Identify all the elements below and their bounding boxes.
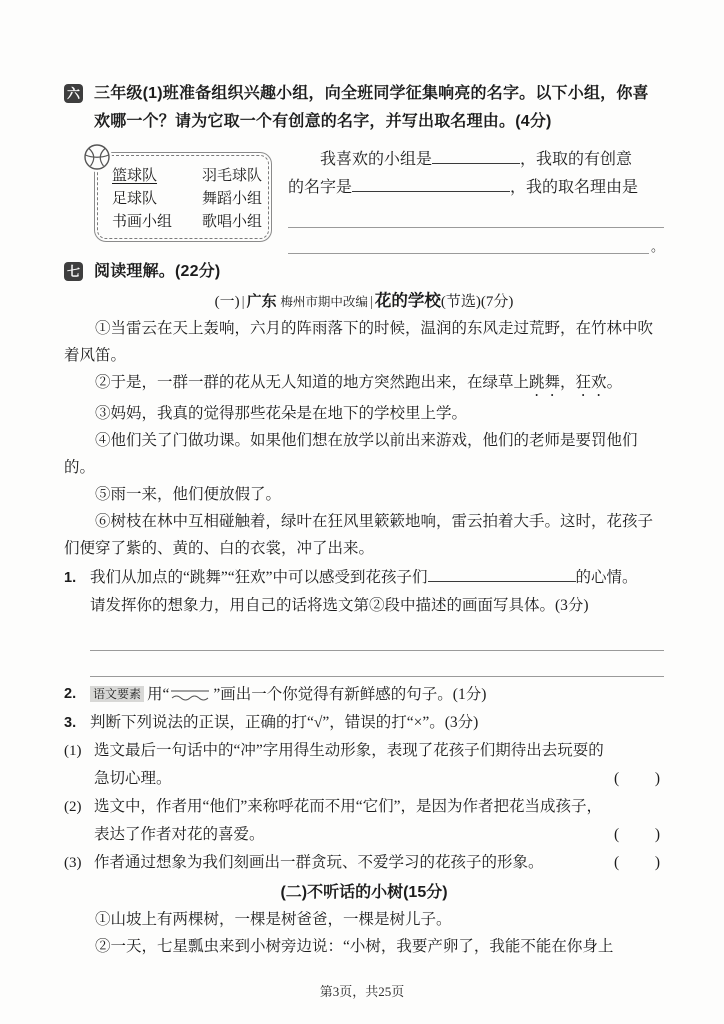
answer-rule bbox=[288, 202, 664, 228]
divider-bar: | bbox=[369, 294, 373, 310]
passage-one-title: 花的学校 bbox=[374, 292, 441, 310]
emphasized-word-revel: 狂欢 bbox=[575, 374, 607, 391]
answer-rule bbox=[90, 625, 664, 651]
fill-in-area bbox=[288, 146, 664, 254]
divider-bar: | bbox=[241, 294, 245, 310]
answer-rule bbox=[288, 228, 649, 254]
question-3 bbox=[64, 709, 664, 737]
question-1-blank bbox=[428, 567, 576, 582]
section-six-content bbox=[94, 146, 664, 254]
section-seven bbox=[64, 258, 664, 286]
question-3-body: 判断下列说法的正误，正确的打“√”，错误的打“×”。(3分) bbox=[90, 714, 479, 731]
question-1 bbox=[64, 564, 664, 620]
question-2-number: 2. bbox=[64, 686, 77, 702]
judgment-item-1-number: (1) bbox=[64, 743, 82, 759]
passage-one-source: 梅州市期中改编 bbox=[280, 295, 368, 309]
judgment-item-1-answer-parens bbox=[614, 765, 660, 793]
group-item-basketball: 篮球队 bbox=[112, 168, 158, 184]
language-element-tag: 语文要素 bbox=[90, 686, 144, 702]
fill-blank-group-name bbox=[432, 149, 520, 164]
question-3-number: 3. bbox=[64, 715, 77, 731]
judgment-item-1 bbox=[64, 737, 664, 793]
passage-paragraph-4: ④他们关了门做功课。如果他们想在放学以前出来游戏，他们的老师是要罚他们的。 bbox=[64, 432, 638, 476]
question-2 bbox=[64, 680, 664, 709]
passage-one-score: (节选)(7分) bbox=[440, 294, 514, 310]
passage-paragraph-2 bbox=[64, 369, 664, 400]
judgment-item-3-text: 作者通过想象为我们刻画出一群贪玩、不爱学习的花孩子的形象。 bbox=[94, 854, 544, 871]
paren-close: ) bbox=[654, 770, 660, 787]
judgment-item-2-answer-parens bbox=[614, 821, 660, 849]
paren-open: ( bbox=[614, 826, 620, 843]
section-six-title-line2: 欢哪一个？请为它取一个有创意的名字，并写出取名理由。(4分) bbox=[94, 113, 552, 130]
judgment-item-2-body bbox=[94, 793, 664, 849]
question-1-line2: 请发挥你的想象力，用自己的话将选文第②段中描述的画面写具体。(3分) bbox=[90, 597, 589, 614]
question-1-number: 1. bbox=[64, 570, 77, 586]
emphasized-word-dance: 跳舞 bbox=[529, 374, 561, 391]
answer-rule bbox=[90, 651, 664, 677]
question-1-line1 bbox=[90, 564, 664, 592]
paren-close: ) bbox=[654, 854, 660, 871]
judgment-item-1-text: 急切心理。 bbox=[94, 770, 172, 787]
section-six-title-line1: 三年级(1)班准备组织兴趣小组，向全班同学征集响亮的名字。以下小组，你喜 bbox=[94, 85, 649, 102]
fill-text-1: 我喜欢的小组是 bbox=[320, 151, 433, 168]
passage-two-paragraph-1: ①山坡上有两棵树，一棵是树爸爸，一棵是树儿子。 bbox=[95, 911, 452, 928]
paragraph-2-comma: ， bbox=[560, 374, 576, 391]
judgment-item-2-line1: 选文中，作者用“他们”来称呼花而不用“它们”，是因为作者把花当成孩子， bbox=[94, 798, 603, 815]
passage-two-paragraph-2: ②一天，七星瓢虫来到小树旁边说：“小树，我要产卵了，我能不能在你身上 bbox=[95, 938, 614, 955]
fill-line-1 bbox=[288, 146, 664, 174]
passage-one-number: (一) bbox=[214, 294, 240, 310]
question-1-body bbox=[90, 564, 664, 620]
question-2-text-before: 用“ bbox=[147, 686, 170, 703]
paragraph-2-period: 。 bbox=[606, 374, 623, 391]
question-1-text-a: 我们从加点的“跳舞”“狂欢”中可以感受到花孩子们 bbox=[90, 569, 428, 586]
group-name-box bbox=[94, 152, 272, 242]
judgment-item-2-text: 表达了作者对花的喜爱。 bbox=[94, 826, 265, 843]
paren-close: ) bbox=[654, 826, 660, 843]
passage-one-region: 广东 bbox=[246, 293, 277, 310]
judgment-item-3 bbox=[64, 849, 664, 877]
paragraph-2-text: ②于是，一群一群的花从无人知道的地方突然跑出来，在绿草上 bbox=[95, 374, 530, 391]
fill-answer-line-2 bbox=[288, 228, 664, 254]
paren-open: ( bbox=[614, 770, 620, 787]
passage-paragraph-3: ③妈妈，我真的觉得那些花朵是在地下的学校里上学。 bbox=[95, 405, 468, 422]
judgment-item-2-line2 bbox=[94, 821, 664, 849]
wavy-line-blank bbox=[171, 687, 211, 701]
section-seven-badge: 七 bbox=[64, 262, 83, 281]
fill-answer-line-1 bbox=[288, 202, 664, 228]
judgment-item-2-number: (2) bbox=[64, 799, 82, 815]
fill-line-2 bbox=[288, 174, 664, 202]
judgment-item-1-line2 bbox=[94, 765, 664, 793]
judgment-item-1-line1: 选文最后一句话中的“冲”字用得生动形象，表现了花孩子们期待出去玩耍的 bbox=[94, 742, 604, 759]
question-1-answer-lines bbox=[90, 625, 664, 677]
passage-one-heading bbox=[64, 288, 664, 315]
section-six-title bbox=[94, 80, 664, 136]
group-item-singing: 歌唱小组 bbox=[202, 214, 263, 230]
section-six bbox=[64, 80, 664, 136]
judgment-item-3-answer-parens bbox=[614, 849, 660, 877]
group-item-calligraphy: 书画小组 bbox=[112, 214, 173, 230]
judgment-item-1-body bbox=[94, 737, 664, 793]
question-2-text-after: ”画出一个你觉得有新鲜感的句子。(1分) bbox=[213, 686, 487, 703]
section-six-badge: 六 bbox=[64, 84, 83, 103]
question-2-body bbox=[90, 680, 664, 709]
paren-open: ( bbox=[614, 854, 620, 871]
group-list bbox=[94, 152, 272, 231]
judgment-item-3-number: (3) bbox=[64, 855, 82, 871]
page-number-footer: 第3页，共25页 bbox=[319, 984, 405, 999]
group-item-soccer: 足球队 bbox=[112, 191, 158, 207]
fill-text-2: ，我取的有创意 bbox=[520, 151, 633, 168]
passage-paragraph-6: ⑥树枝在林中互相碰触着，绿叶在狂风里簌簌地响，雷云拍着大手。这时，花孩子们便穿了紫的、黄的、白的衣裳，冲了出来。 bbox=[64, 513, 654, 557]
passage-paragraph-1: ①当雷云在天上轰响，六月的阵雨落下的时候，温润的东风走过荒野，在竹林中吹着风笛。 bbox=[64, 320, 654, 364]
question-1-text-b: 的心情。 bbox=[575, 569, 638, 586]
group-item-dance: 舞蹈小组 bbox=[202, 191, 263, 207]
passage-two-heading: (二)不听话的小树(15分) bbox=[280, 884, 448, 901]
judgment-item-2 bbox=[64, 793, 664, 849]
period-mark: 。 bbox=[650, 239, 664, 254]
section-seven-title: 阅读理解。(22分) bbox=[94, 263, 221, 280]
fill-blank-creative-name bbox=[352, 177, 510, 192]
fill-text-3: 的名字是 bbox=[288, 179, 353, 196]
group-item-badminton: 羽毛球队 bbox=[202, 168, 263, 184]
judgment-item-3-body bbox=[94, 849, 664, 877]
passage-paragraph-5: ⑤雨一来，他们便放假了。 bbox=[95, 486, 282, 503]
fill-text-4: ，我的取名理由是 bbox=[510, 179, 639, 196]
